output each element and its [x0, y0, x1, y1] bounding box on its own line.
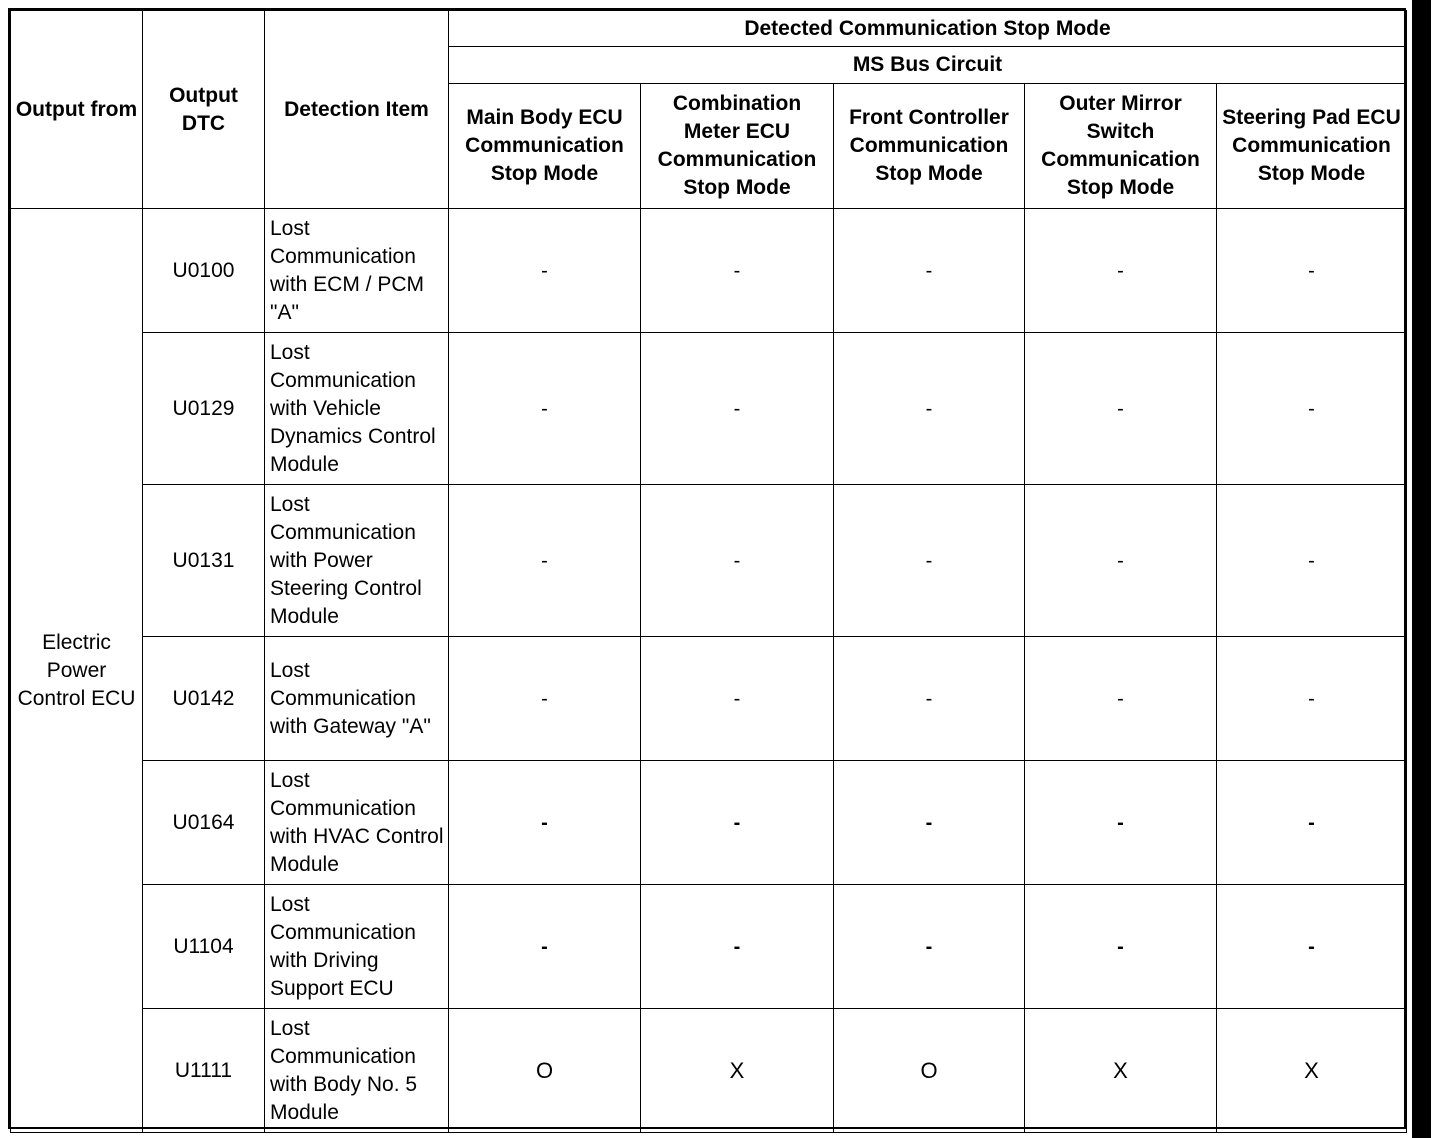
status-cell: - [641, 761, 834, 885]
status-cell: O [834, 1009, 1025, 1133]
status-cell: - [641, 333, 834, 485]
status-cell: - [834, 209, 1025, 333]
dtc-table [10, 10, 1407, 1133]
status-cell: - [449, 761, 641, 885]
dtc-code: U1111 [143, 1009, 265, 1133]
dtc-code: U0164 [143, 761, 265, 885]
detection-item: Lost Communication with Vehicle Dynamics Control Module [265, 333, 449, 485]
column-header-steering-pad-ecu: Steering Pad ECU Communication Stop Mode [1217, 84, 1407, 209]
output-from-cell: Electric Power Control ECU [11, 209, 143, 1133]
status-cell: - [1025, 637, 1217, 761]
status-cell: - [1025, 761, 1217, 885]
status-cell: - [1217, 333, 1407, 485]
column-header-main-body-ecu: Main Body ECU Communication Stop Mode [449, 84, 641, 209]
status-cell: - [449, 485, 641, 637]
status-cell: - [1025, 209, 1217, 333]
status-cell: - [1025, 885, 1217, 1009]
status-cell: - [834, 485, 1025, 637]
detection-item: Lost Communication with Body No. 5 Module [265, 1009, 449, 1133]
table-row [11, 885, 1407, 1009]
detection-item: Lost Communication with Gateway "A" [265, 637, 449, 761]
header-group-title: Detected Communication Stop Mode [449, 11, 1407, 47]
status-cell: - [1217, 209, 1407, 333]
table-row [11, 637, 1407, 761]
dtc-code: U0142 [143, 637, 265, 761]
status-cell: X [1025, 1009, 1217, 1133]
status-cell: X [1217, 1009, 1407, 1133]
status-cell: - [449, 637, 641, 761]
dtc-code: U0100 [143, 209, 265, 333]
table-row [11, 1009, 1407, 1133]
header-detection-item: Detection Item [265, 11, 449, 209]
column-header-front-controller: Front Controller Communication Stop Mode [834, 84, 1025, 209]
status-cell: - [449, 209, 641, 333]
status-cell: X [641, 1009, 834, 1133]
right-edge-bar [1412, 0, 1431, 1138]
table-row [11, 209, 1407, 333]
status-cell: O [449, 1009, 641, 1133]
status-cell: - [1217, 885, 1407, 1009]
status-cell: - [1025, 485, 1217, 637]
status-cell: - [834, 885, 1025, 1009]
status-cell: - [834, 637, 1025, 761]
dtc-code: U1104 [143, 885, 265, 1009]
status-cell: - [1217, 637, 1407, 761]
status-cell: - [641, 485, 834, 637]
dtc-code: U0129 [143, 333, 265, 485]
table-row [11, 761, 1407, 885]
column-header-outer-mirror-switch: Outer Mirror Switch Communication Stop Mode [1025, 84, 1217, 209]
status-cell: - [1025, 333, 1217, 485]
header-subgroup-title: MS Bus Circuit [449, 47, 1407, 84]
detection-item: Lost Communication with ECM / PCM "A" [265, 209, 449, 333]
status-cell: - [1217, 485, 1407, 637]
status-cell: - [641, 637, 834, 761]
table-row [11, 485, 1407, 637]
status-cell: - [834, 333, 1025, 485]
status-cell: - [641, 209, 834, 333]
table-row [11, 333, 1407, 485]
status-cell: - [449, 333, 641, 485]
detection-item: Lost Communication with Power Steering Control Module [265, 485, 449, 637]
dtc-code: U0131 [143, 485, 265, 637]
detection-item: Lost Communication with HVAC Control Module [265, 761, 449, 885]
column-header-combination-meter-ecu: Combination Meter ECU Communication Stop Mode [641, 84, 834, 209]
status-cell: - [834, 761, 1025, 885]
status-cell: - [1217, 761, 1407, 885]
detection-item: Lost Communication with Driving Support ECU [265, 885, 449, 1009]
status-cell: - [449, 885, 641, 1009]
status-cell: - [641, 885, 834, 1009]
header-output-dtc: Output DTC [143, 11, 265, 209]
header-output-from: Output from [11, 11, 143, 209]
